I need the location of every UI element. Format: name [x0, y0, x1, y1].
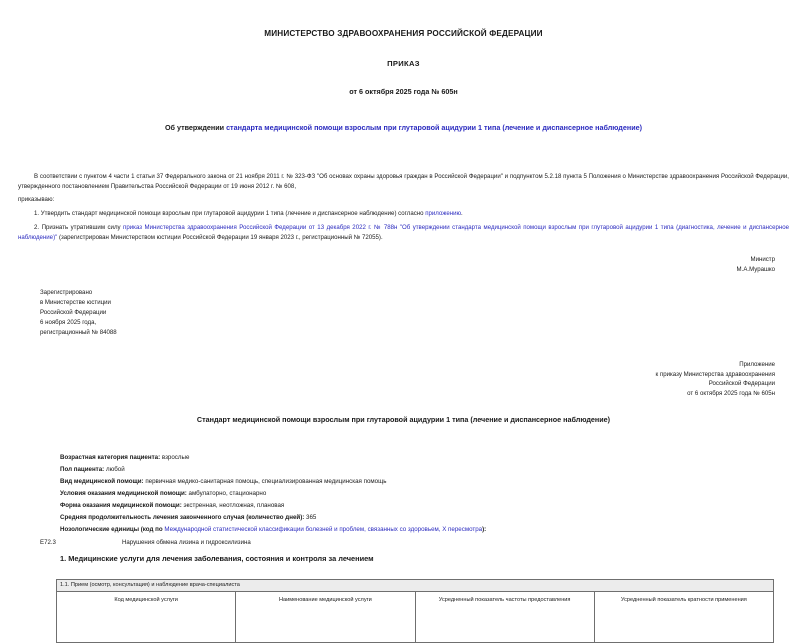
column-header-service-code: Код медицинской услуги — [57, 591, 236, 642]
attribute-row — [60, 476, 789, 488]
attribute-key: Форма оказания медицинской помощи: — [60, 501, 182, 509]
order-item-2-link[interactable]: приказ Министерства здравоохранения Российской Федерации от 13 декабря 2022 г. № 788н "Об утверждении стандарта медицинской помощи взрослым при глутаровой ацидурии 1 типа (диагностика, лечение и диспансерное наблюдение)" — [18, 224, 789, 242]
registration-line-2: в Министерстве юстиции — [40, 299, 111, 307]
order-item-1 — [18, 209, 789, 219]
column-header-service-name: Наименование медицинской услуги — [236, 591, 415, 642]
nosology-name: Нарушения обмена лизина и гидроксилизина — [122, 539, 251, 547]
attribute-key: Возрастная категория пациента: — [60, 453, 161, 461]
signature-block — [18, 255, 789, 275]
order-word: приказываю: — [18, 196, 55, 204]
order-item-1-before: 1. Утвердить стандарт медицинской помощи взрослым при глутаровой ацидурии 1 типа (лечение и диспансерное наблюдение) согласно — [34, 210, 426, 218]
column-header-frequency: Усредненный показатель частоты предоставления — [415, 591, 594, 642]
nosology-code: E72.3 — [40, 539, 56, 547]
section-heading: 1. Медицинские услуги для лечения заболевания, состояния и контроля за лечением — [60, 554, 374, 564]
document-type-heading: ПРИКАЗ — [387, 58, 420, 68]
attribute-value: взрослые — [161, 453, 190, 461]
ministry-heading: МИНИСТЕРСТВО ЗДРАВООХРАНЕНИЯ РОССИЙСКОЙ ФЕДЕРАЦИИ — [264, 29, 543, 38]
standard-attributes — [18, 452, 789, 537]
attribute-value: первичная медико-санитарная помощь, специализированная медицинская помощь — [145, 477, 387, 485]
attribute-key: Условия оказания медицинской помощи: — [60, 489, 187, 497]
table-group-label: 1.1. Прием (осмотр, консультация) и наблюдение врача-специалиста — [57, 579, 774, 591]
attribute-row — [60, 488, 789, 500]
attribute-key: Средняя продолжительность лечения законченного случая (количество дней): — [60, 514, 305, 522]
medical-services-table — [56, 579, 774, 643]
nosology-label-before: Нозологические единицы (код по — [60, 526, 165, 534]
registration-line-3: Российской Федерации — [40, 309, 107, 317]
column-header-multiplicity: Усредненный показатель кратности применения — [594, 591, 773, 642]
appendix-block — [18, 360, 789, 399]
attribute-row — [60, 452, 789, 464]
nosology-label-after: ): — [482, 526, 487, 534]
preamble-paragraph: В соответствии с пунктом 4 части 1 статьи 37 Федерального закона от 21 ноября 2011 г. № 323-ФЗ "Об основах охраны здоровья граждан в Российской Федерации" и подпунктом 5.2.18 пункта 5 Положения о Министерстве здравоохранения Российской Федерации, утвержденного постановлением Правительства Российской Федерации от 19 июня 2012 г. № 608, — [18, 172, 789, 190]
table-header-row — [57, 591, 774, 642]
appendix-line-4: от 6 октября 2025 года № 605н — [687, 390, 775, 398]
attribute-value: амбулаторно, стационарно — [188, 489, 267, 497]
order-item-2-after: (зарегистрирован Министерством юстиции Российской Федерации 19 января 2023 г., регистрационный № 72055). — [57, 234, 383, 242]
attribute-value: 365 — [306, 514, 317, 522]
appendix-line-1: Приложение — [739, 360, 775, 368]
registration-line-5: регистрационный № 84088 — [40, 328, 117, 336]
document-title-link[interactable]: стандарта медицинской помощи взрослым при глутаровой ацидурии 1 типа (лечение и диспансерное наблюдение) — [226, 123, 643, 133]
attribute-row — [60, 464, 789, 476]
appendix-line-2: к приказу Министерства здравоохранения — [655, 370, 775, 378]
document-title — [18, 123, 789, 133]
registration-block — [18, 288, 789, 337]
attribute-row — [60, 500, 789, 512]
standard-title: Стандарт медицинской помощи взрослым при глутаровой ацидурии 1 типа (лечение и диспансерное наблюдение) — [196, 415, 611, 425]
signature-name: М.А.Мурашко — [736, 265, 775, 273]
order-item-2-before: 2. Признать утратившим силу — [34, 224, 124, 232]
attribute-value: экстренная, неотложная, плановая — [183, 501, 285, 509]
attribute-key: Вид медицинской помощи: — [60, 477, 144, 485]
attribute-row — [60, 512, 789, 524]
order-item-1-after: . — [461, 210, 463, 218]
attribute-key: Пол пациента: — [60, 465, 105, 473]
document-title-lead: Об утверждении — [164, 123, 227, 133]
table-group-row — [57, 579, 774, 591]
registration-line-4: 6 ноября 2025 года, — [40, 319, 97, 326]
document-date-number: от 6 октября 2025 года № 605н — [349, 86, 458, 96]
signature-position: Министр — [750, 255, 775, 263]
order-item-2 — [18, 223, 789, 243]
order-item-1-link[interactable]: приложению — [425, 210, 462, 218]
registration-line-1: Зарегистрировано — [40, 289, 93, 297]
nosology-label — [60, 524, 789, 536]
nosology-row — [18, 539, 789, 548]
appendix-line-3: Российской Федерации — [708, 380, 775, 388]
nosology-label-link[interactable]: Международной статистической классификации болезней и проблем, связанных со здоровьем, X пересмотра — [164, 526, 483, 534]
attribute-value: любой — [105, 465, 125, 473]
